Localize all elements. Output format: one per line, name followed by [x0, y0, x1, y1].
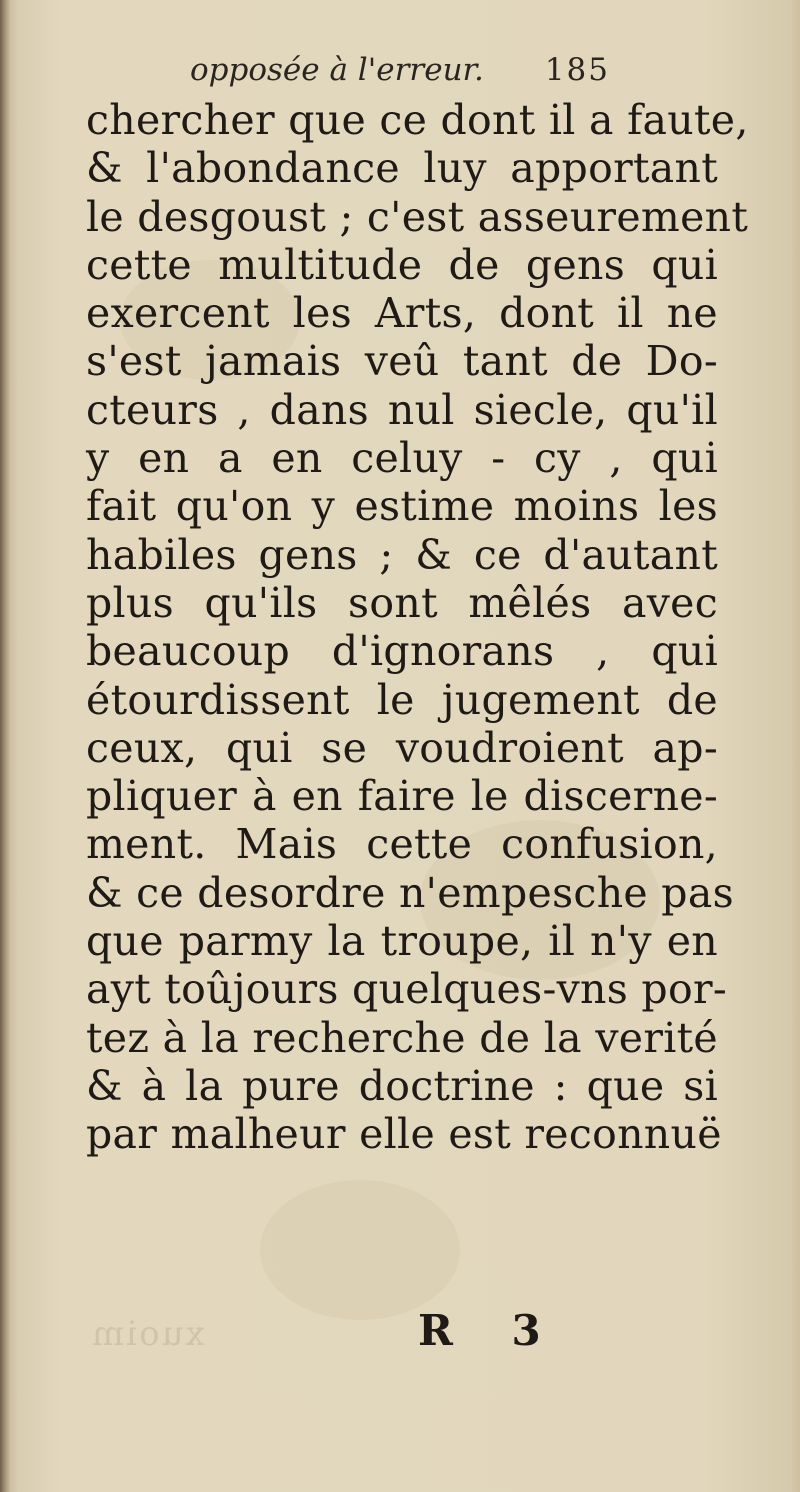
page-header: [190, 52, 610, 98]
page-number: 185: [544, 52, 610, 88]
text-line: étourdissent le jugement de: [86, 675, 718, 724]
text-line: par malheur elle est reconnuë: [86, 1110, 722, 1159]
text-line: fait qu'on y estime moins les: [86, 482, 718, 531]
text-line: pliquer à en faire le discerne-: [86, 772, 718, 821]
text-line: s'est jamais veû tant de Do-: [86, 337, 718, 386]
text-line: beaucoup d'ignorans , qui: [86, 627, 718, 676]
text-line: ment. Mais cette confusion,: [86, 820, 718, 869]
page-footer: [90, 1306, 710, 1366]
signature-mark: R 3: [418, 1306, 563, 1355]
text-line: ceux, qui se voudroient ap-: [86, 723, 718, 772]
text-line: plus qu'ils sont mêlés avec: [86, 578, 718, 627]
text-line: tez à la recherche de la verité: [86, 1013, 718, 1062]
text-line: ayt toûjours quelques-vns por-: [86, 965, 728, 1014]
text-line: cteurs , dans nul siecle, qu'il: [86, 385, 718, 434]
text-line: chercher que ce dont il a faute,: [86, 96, 749, 144]
show-through-text: xuoim: [90, 1314, 205, 1354]
running-head: opposée à l'erreur.: [190, 52, 484, 88]
text-line: cette multitude de gens qui: [86, 240, 718, 289]
body-text: [86, 96, 749, 1316]
page-gutter: [0, 0, 10, 1492]
text-line: & l'abondance luy apportant: [86, 144, 718, 193]
text-line: y en a en celuy - cy , qui: [86, 434, 718, 483]
text-line: habiles gens ; & ce d'autant: [86, 530, 718, 579]
text-line: que parmy la troupe, il n'y en: [86, 917, 718, 966]
text-line: le desgoust ; c'est asseurement: [86, 192, 749, 241]
text-line: & ce desordre n'empesche pas: [86, 868, 734, 917]
text-line: & à la pure doctrine : que si: [86, 1061, 718, 1110]
text-line: exercent les Arts, dont il ne: [86, 289, 718, 338]
